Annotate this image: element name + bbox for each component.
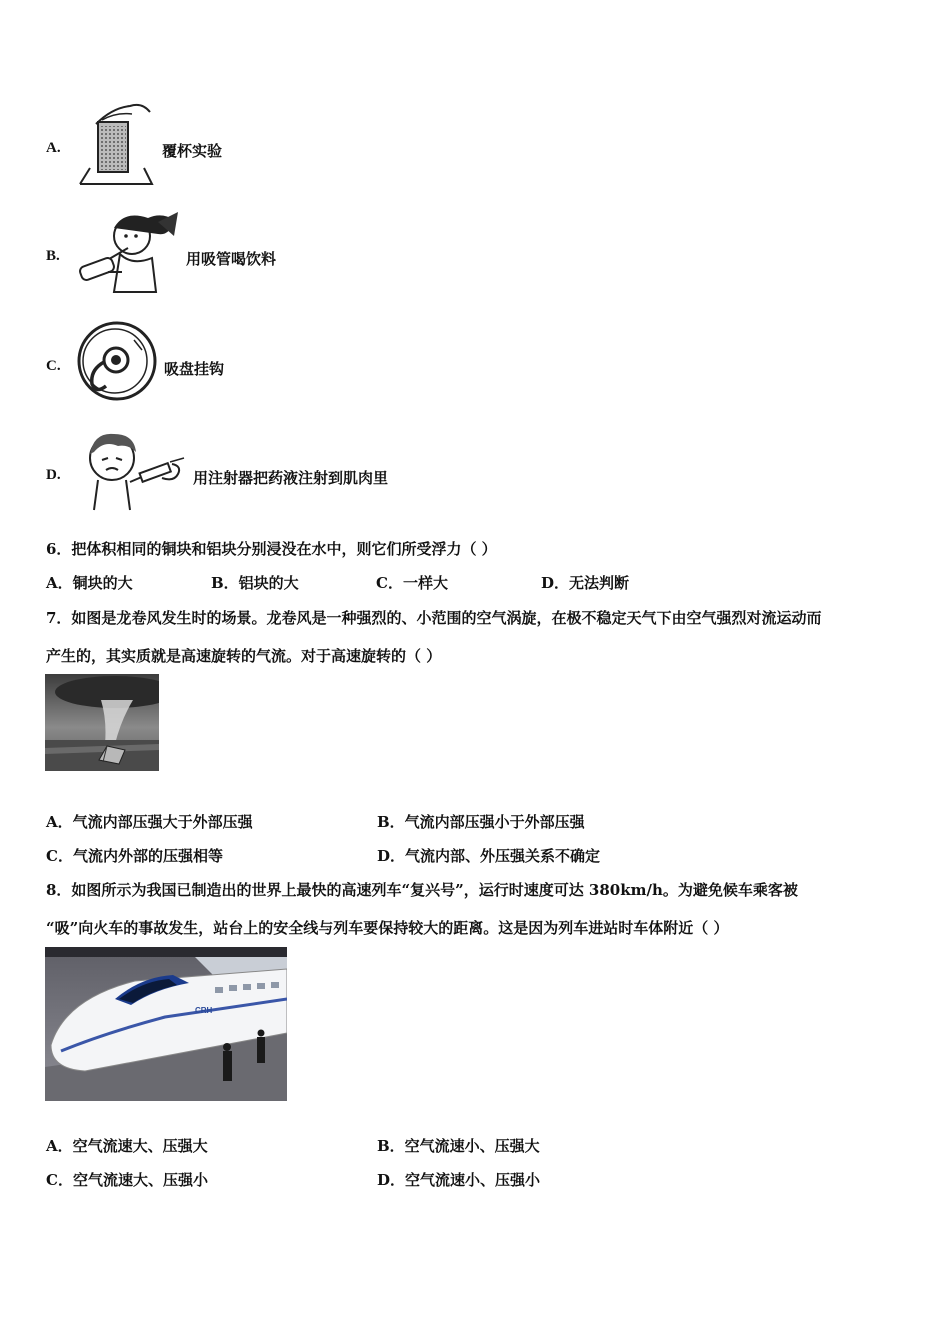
q6-option-d: D．无法判断 [541,574,630,592]
q5-option-b-letter: B. [46,248,60,264]
suction-hook-image [76,320,158,402]
q5-option-a-letter: A. [46,140,61,156]
q7-option-d: D．气流内部、外压强关系不确定 [377,847,601,865]
q7-option-a: A．气流内部压强大于外部压强 [46,813,253,831]
boy-injection-image [74,428,188,514]
q8-stem-line-1: 8．如图所示为我国已制造出的世界上最快的高速列车“复兴号”，运行时速度可达 380km/h。为避免候车乘客被 [46,881,798,899]
q6-option-a: A．铜块的大 [46,574,133,592]
q7-stem-line-1: 7．如图是龙卷风发生时的场景。龙卷风是一种强烈的、小范围的空气涡旋，在极不稳定天气下由空气强烈对流运动而 [46,609,822,627]
high-speed-train-photo [45,947,287,1101]
q5-option-c-caption: 吸盘挂钩 [164,360,225,378]
q7-option-c: C．气流内外部的压强相等 [46,847,223,865]
q8-stem-line-2: “吸”向火车的事故发生，站台上的安全线与列车要保持较大的距离。这是因为列车进站时车体附近（ ） [46,919,729,937]
q8-option-b: B．空气流速小、压强大 [377,1137,540,1155]
q7-stem-line-2: 产生的，其实质就是高速旋转的气流。对于高速旋转的（ ） [46,647,442,665]
q6-option-c: C．一样大 [376,574,448,592]
q5-option-b-caption: 用吸管喝饮料 [186,250,277,268]
q6-option-b: B．铝块的大 [211,574,299,592]
cup-experiment-image [72,100,156,188]
q5-option-d-letter: D. [46,467,61,483]
q8-option-a: A．空气流速大、压强大 [46,1137,208,1155]
q5-option-d-caption: 用注射器把药液注射到肌肉里 [193,469,389,487]
q5-option-a-caption: 覆杯实验 [162,142,223,160]
q7-option-b: B．气流内部压强小于外部压强 [377,813,585,831]
q5-option-c-letter: C. [46,358,61,374]
q8-option-d: D．空气流速小、压强小 [377,1171,541,1189]
q6-stem: 6．把体积相同的铜块和铝块分别浸没在水中，则它们所受浮力（ ） [46,540,497,558]
crh-logo: CRH [195,1006,213,1015]
girl-drinking-straw-image [74,206,182,296]
q8-option-c: C．空气流速大、压强小 [46,1171,208,1189]
tornado-photo [45,674,159,771]
